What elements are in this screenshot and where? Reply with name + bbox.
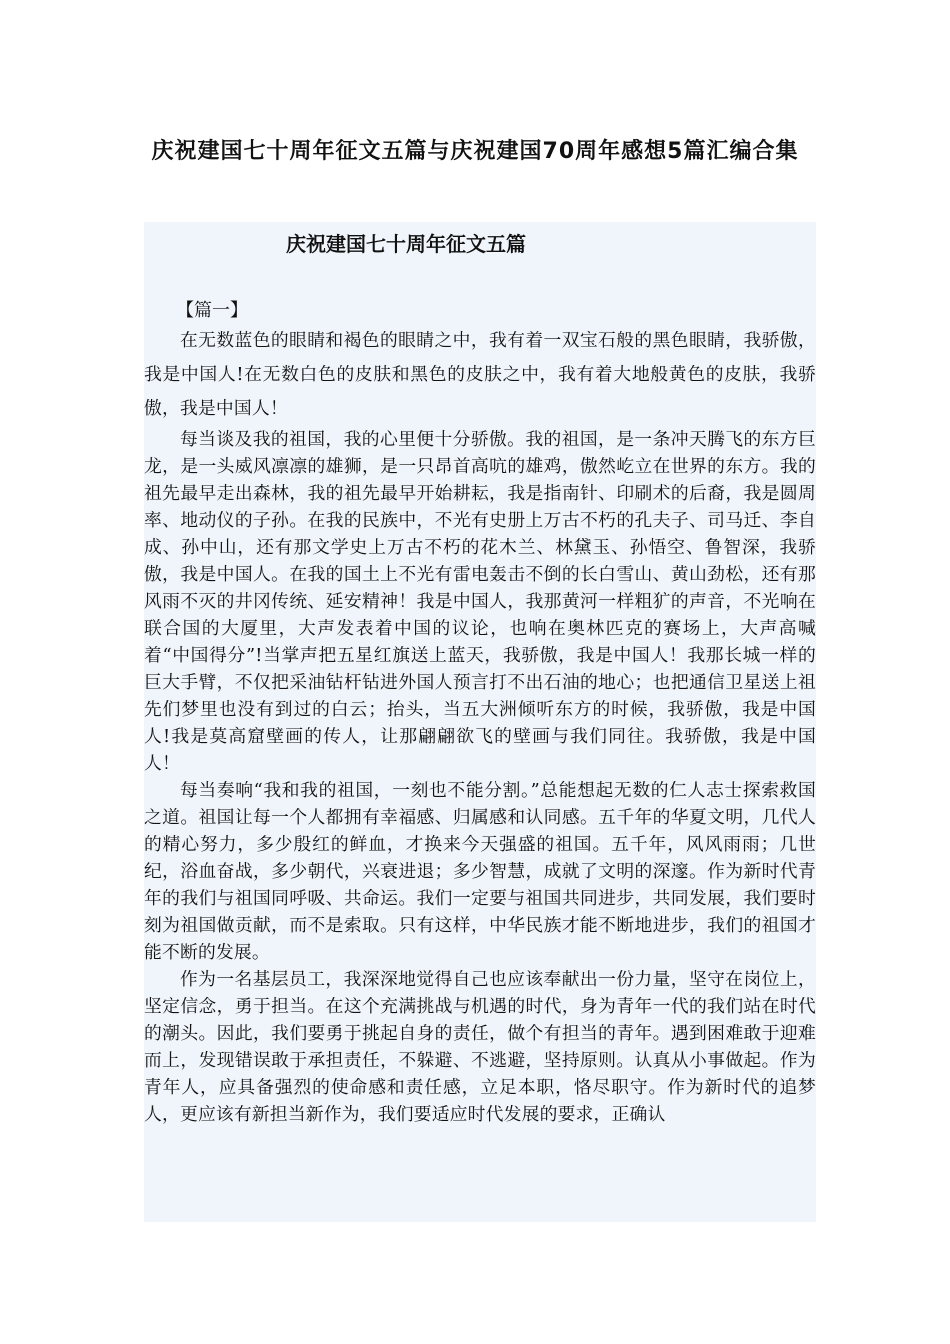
document-body <box>144 222 816 1222</box>
article <box>144 298 816 1128</box>
document-title: 庆祝建国七十周年征文五篇与庆祝建国70周年感想5篇汇编合集 <box>151 139 799 164</box>
paragraph: 每当奏响“我和我的祖国，一刻也不能分割。”总能想起无数的仁人志士探索救国之道。祖国让每一个人都拥有幸福感、归属感和认同感。五千年的华夏文明，几代人的精心努力，多少殷红的鲜血，才换来今天强盛的祖国。五千年，风风雨雨；几世纪，浴血奋战，多少朝代，兴衰进退；多少智慧，成就了文明的深邃。作为新时代青年的我们与祖国同呼吸、共命运。我们一定要与祖国共同进步，共同发展，我们要时刻为祖国做贡献，而不是索取。只有这样，中华民族才能不断地进步，我们的祖国才能不断的发展。 <box>144 780 816 963</box>
paragraph: 在无数蓝色的眼睛和褐色的眼睛之中，我有着一双宝石般的黑色眼睛，我骄傲，我是中国人!在无数白色的皮肤和黑色的皮肤之中，我有着大地般黄色的皮肤，我骄傲，我是中国人！ <box>144 330 816 419</box>
section-title: 庆祝建国七十周年征文五篇 <box>286 232 526 256</box>
paragraph: 每当谈及我的祖国，我的心里便十分骄傲。我的祖国，是一条冲天腾飞的东方巨龙，是一头威风凛凛的雄狮，是一只昂首高吭的雄鸡，傲然屹立在世界的东方。我的祖先最早走出森林，我的祖先最早开始耕耘，我是指南针、印刷术的后裔，我是圆周率、地动仪的子孙。在我的民族中，不光有史册上万古不朽的孔夫子、司马迁、李自成、孙中山，还有那文学史上万古不朽的花木兰、林黛玉、孙悟空、鲁智深，我骄傲，我是中国人。在我的国土上不光有雷电轰击不倒的长白雪山、黄山劲松，还有那风雨不灭的井冈传统、延安精神！我是中国人，我那黄河一样粗犷的声音，不光响在联合国的大厦里，大声发表着中国的议论，也响在奥林匹克的赛场上，大声高喊着“中国得分”!当掌声把五星红旗送上蓝天，我骄傲，我是中国人！我那长城一样的巨大手臂，不仅把采油钻杆钻进外国人预言打不出石油的地心；也把通信卫星送上祖先们梦里也没有到过的白云；抬头，当五大洲倾听东方的时候，我骄傲，我是中国人!我是莫高窟壁画的传人，让那翩翩欲飞的壁画与我们同往。我骄傲，我是中国人！ <box>144 429 816 774</box>
article-label: 【篇一】 <box>176 300 248 321</box>
paragraph: 作为一名基层员工，我深深地觉得自己也应该奉献出一份力量，坚守在岗位上，坚定信念，勇于担当。在这个充满挑战与机遇的时代，身为青年一代的我们站在时代的潮头。因此，我们要勇于挑起自身的责任，做个有担当的青年。遇到困难敢于迎难而上，发现错误敢于承担责任，不躲避、不逃避，坚持原则。认真从小事做起。作为青年人，应具备强烈的使命感和责任感，立足本职，恪尽职守。作为新时代的追梦人，更应该有新担当新作为，我们要适应时代发展的要求，正确认 <box>144 969 816 1125</box>
